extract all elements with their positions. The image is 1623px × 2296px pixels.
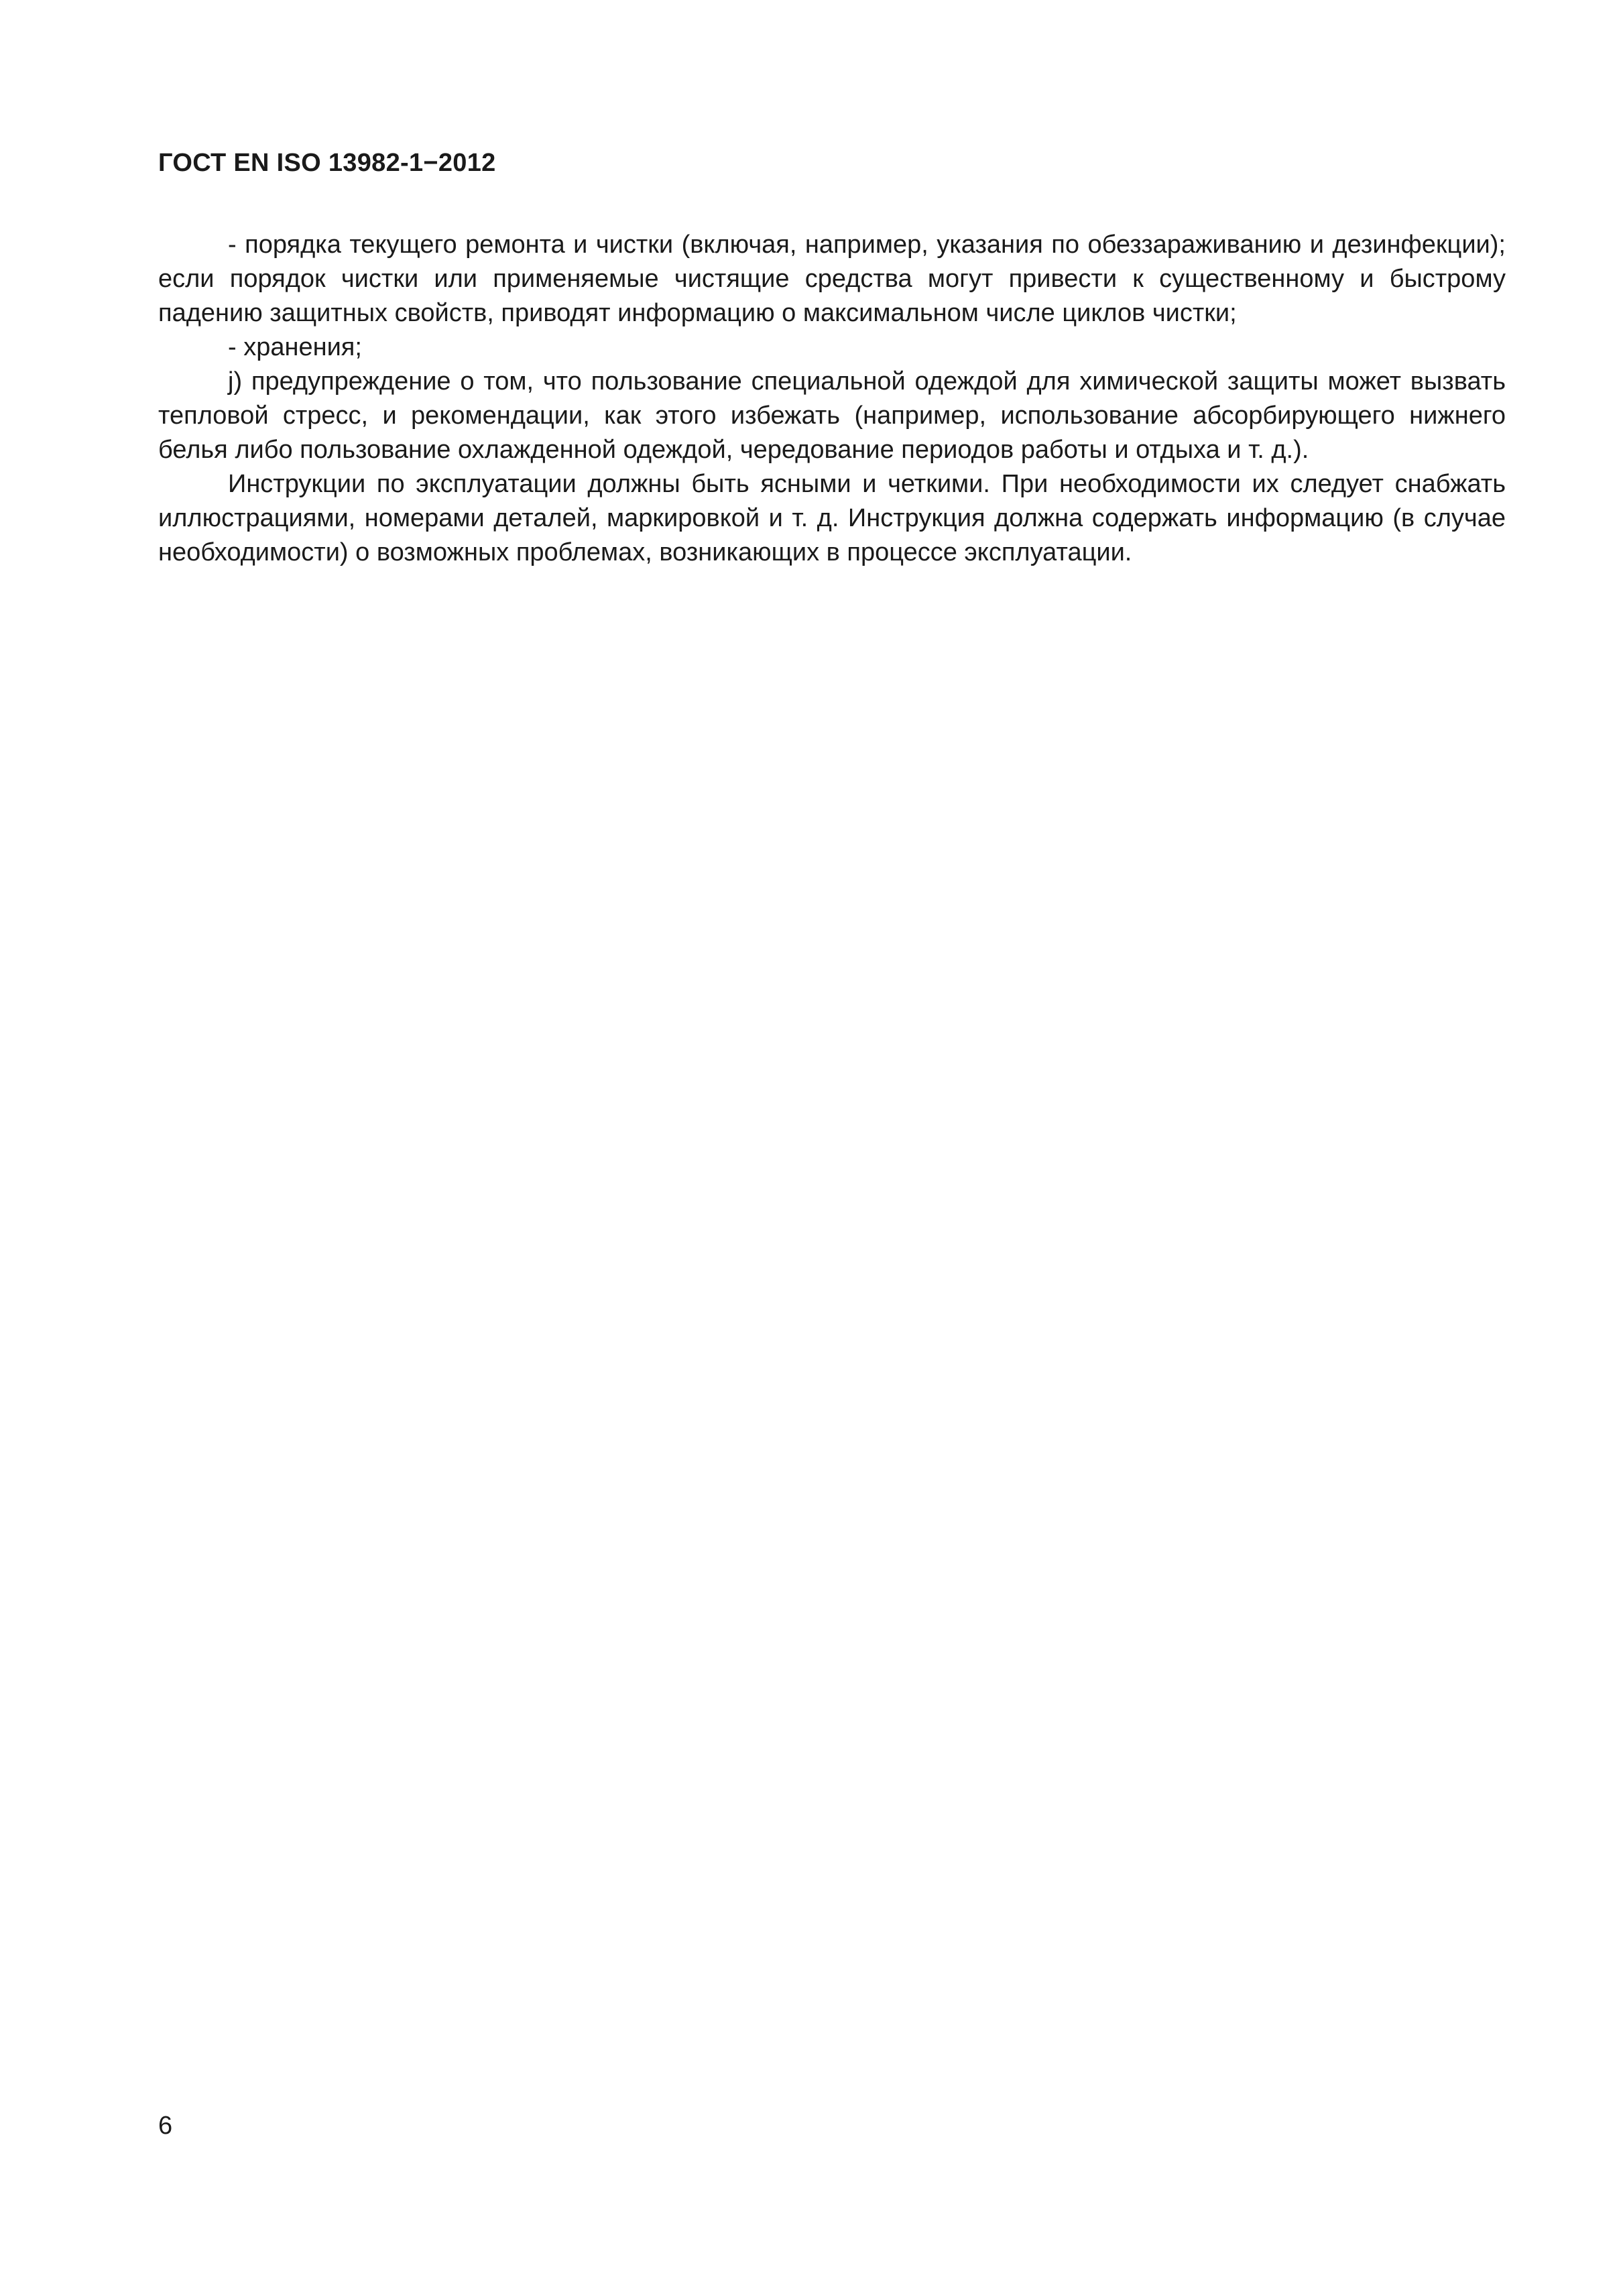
paragraph-heat-stress-warning: j) предупреждение о том, что пользование специальной одеждой для химической защиты может вызвать тепловой стресс, и рекомендации, как этого избежать (например, использование абсорбирующего нижнего белья либо пользование охлажденной одеждой, чередование периодов работы и отдыха и т. д.). — [158, 367, 1506, 464]
body-text — [158, 228, 1506, 570]
paragraph-cleaning-maintenance: - порядка текущего ремонта и чистки (включая, например, указания по обеззараживанию и дезинфекции); если порядок чистки или применяемые чистящие средства могут привести к существенному и быстрому падению защитных свойств, приводят информацию о максимальном числе циклов чистки; — [158, 231, 1506, 327]
page-number: 6 — [158, 2112, 173, 2140]
standard-code-header: ГОСТ EN ISO 13982-1−2012 — [158, 149, 496, 177]
paragraph-instructions-clarity: Инструкции по эксплуатации должны быть ясными и четкими. При необходимости их следует снабжать иллюстрациями, номерами деталей, маркировкой и т. д. Инструкция должна содержать информацию (в случае необходимости) о возможных проблемах, возникающих в процессе эксплуатации. — [158, 470, 1506, 566]
paragraph-storage: - хранения; — [228, 333, 362, 361]
